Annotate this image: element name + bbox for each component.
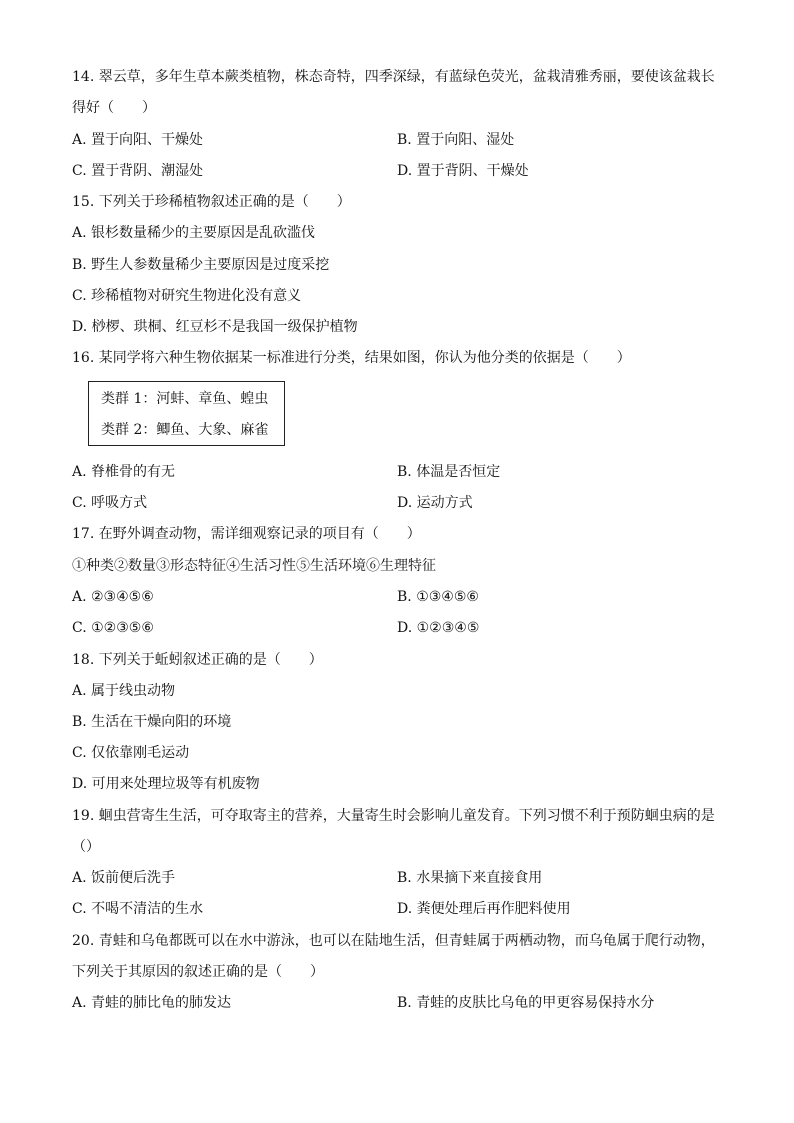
q20-option-a: A. 青蛙的肺比龟的肺发达 <box>72 995 232 1011</box>
q18-option-b: B. 生活在干燥向阳的环境 <box>72 714 232 730</box>
q20-stem-line2: 下列关于其原因的叙述正确的是（ ） <box>72 964 324 980</box>
q20-option-b: B. 青蛙的皮肤比乌龟的甲更容易保持水分 <box>397 995 655 1011</box>
q19-option-d: D. 粪便处理后再作肥料使用 <box>397 901 571 917</box>
q17-stem: 17. 在野外调查动物，需详细观察记录的项目有（ ） <box>72 526 421 542</box>
q19-stem-line1: 19. 蛔虫营寄生生活，可夺取寄主的营养，大量寄生时会影响儿童发育。下列习惯不利于预防蛔虫病的是 <box>72 808 715 824</box>
q19-option-c: C. 不喝不清洁的生水 <box>72 901 204 917</box>
q17-option-d: D. ①②③④⑤ <box>397 620 480 636</box>
q16-option-d: D. 运动方式 <box>397 495 473 511</box>
q17-option-b: B. ①③④⑤⑥ <box>397 589 479 605</box>
q18-option-d: D. 可用来处理垃圾等有机废物 <box>72 776 260 792</box>
q15-option-c: C. 珍稀植物对研究生物进化没有意义 <box>72 288 302 304</box>
q16-stem: 16. 某同学将六种生物依据某一标准进行分类，结果如图，你认为他分类的依据是（ ） <box>72 350 631 366</box>
q14-stem-line1: 14. 翠云草，多年生草本蕨类植物，株态奇特，四季深绿，有蓝绿色荧光，盆栽清雅秀丽，要使该盆栽长 <box>72 69 715 85</box>
q16-option-b: B. 体温是否恒定 <box>397 464 501 480</box>
q18-option-c: C. 仅依靠刚毛运动 <box>72 745 190 761</box>
q16-group1: 类群 1：河蚌、章鱼、蝗虫 <box>101 391 269 407</box>
q17-items: ①种类②数量③形态特征④生活习性⑤生活环境⑥生理特征 <box>72 558 436 574</box>
q20-stem-line1: 20. 青蛙和乌龟都既可以在水中游泳，也可以在陆地生活，但青蛙属于两栖动物，而乌龟属于爬行动物， <box>72 933 715 949</box>
q16-option-c: C. 呼吸方式 <box>72 495 148 511</box>
q15-option-d: D. 桫椤、珙桐、红豆杉不是我国一级保护植物 <box>72 319 358 335</box>
q15-option-a: A. 银杉数量稀少的主要原因是乱砍滥伐 <box>72 225 316 241</box>
q16-classification-box <box>88 381 285 446</box>
q18-option-a: A. 属于线虫动物 <box>72 683 176 699</box>
q14-option-b: B. 置于向阳、湿处 <box>397 132 515 148</box>
q16-option-a: A. 脊椎骨的有无 <box>72 464 176 480</box>
q14-option-a: A. 置于向阳、干燥处 <box>72 132 204 148</box>
q19-option-a: A. 饭前便后洗手 <box>72 870 176 886</box>
q14-option-c: C. 置于背阴、潮湿处 <box>72 163 204 179</box>
q15-option-b: B. 野生人参数量稀少主要原因是过度采挖 <box>72 257 330 273</box>
q14-option-d: D. 置于背阴、干燥处 <box>397 163 529 179</box>
q19-stem-line2: （） <box>72 839 100 855</box>
q16-group2: 类群 2：鲫鱼、大象、麻雀 <box>101 422 269 438</box>
q18-stem: 18. 下列关于蚯蚓叙述正确的是（ ） <box>72 652 323 668</box>
q15-stem: 15. 下列关于珍稀植物叙述正确的是（ ） <box>72 194 351 210</box>
q14-stem-line2: 得好（ ） <box>72 100 156 116</box>
q17-option-a: A. ②③④⑤⑥ <box>72 589 154 605</box>
q19-option-b: B. 水果摘下来直接食用 <box>397 870 543 886</box>
q17-option-c: C. ①②③⑤⑥ <box>72 620 154 636</box>
